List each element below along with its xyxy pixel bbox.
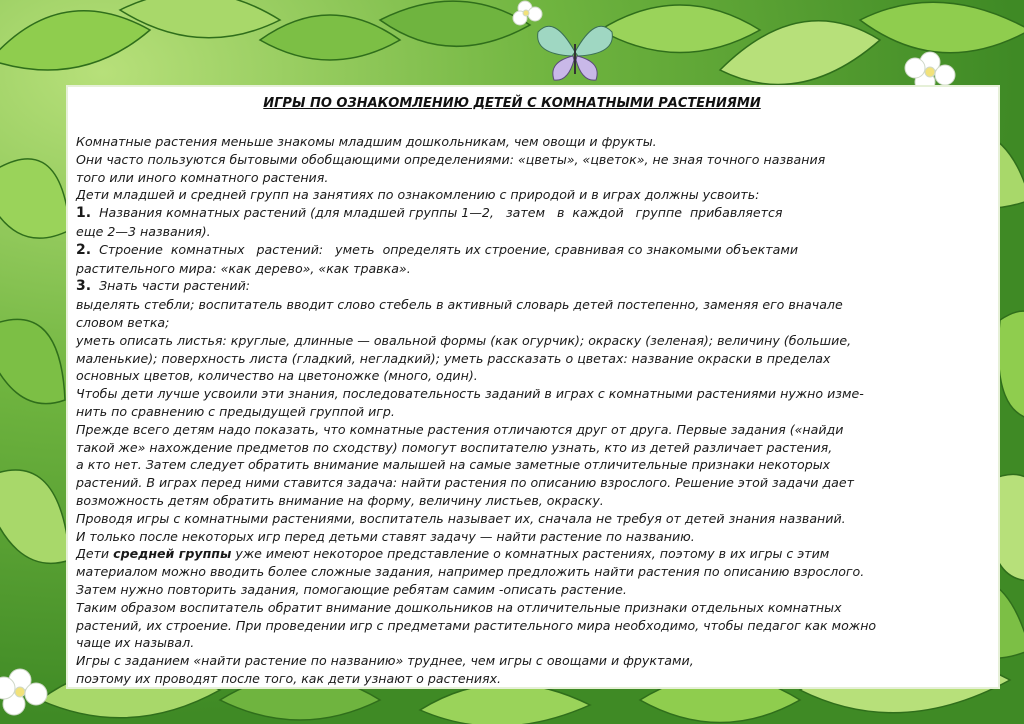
text-line: [76, 151, 981, 169]
line-text: того или иного комнатного растения.: [76, 169, 329, 185]
text-line: [76, 617, 981, 635]
line-text: нить по сравнению с предыдущей группой игр.: [76, 403, 395, 419]
line-text: основных цветов, количество на цветоножке (много, один).: [76, 368, 478, 384]
text-line: [76, 563, 981, 581]
line-text: Знать части растений:: [91, 278, 251, 294]
document-body: [76, 133, 981, 688]
line-text: уметь описать листья: круглые, длинные — овальной формы (как огурчик); окраску (зеленая); величину (большие,: [76, 332, 852, 348]
line-text: Затем нужно повторить задания, помогающие ребятам самим -описать растение.: [76, 581, 627, 597]
line-text: И только после некоторых игр перед детьми ставят задачу — найти растение по названию.: [76, 528, 695, 544]
text-line: [76, 510, 981, 528]
line-text: Названия комнатных растений (для младшей группы 1—2, затем в каждой группе прибавляется: [91, 205, 783, 221]
text-line: [76, 350, 981, 368]
line-text: возможность детям обратить внимание на форму, величину листьев, окраску.: [76, 492, 604, 508]
text-line: [76, 403, 981, 421]
text-line: [76, 545, 981, 563]
line-text: маленькие); поверхность листа (гладкий, негладкий); уметь рассказать о цветах: название окраски в пределах: [76, 350, 831, 366]
text-line: [76, 204, 981, 223]
line-text: растений, их строение. При проведении игр с предметами растительного мира необходимо, чтобы педагог как можно: [76, 617, 877, 633]
page-title: ИГРЫ ПО ОЗНАКОМЛЕНИЮ ДЕТЕЙ С КОМНАТНЫМИ РАСТЕНИЯМИ: [263, 96, 761, 111]
text-line: [76, 599, 981, 617]
line-text: растительного мира: «как дерево», «как травка».: [76, 260, 411, 276]
text-line: [76, 332, 981, 350]
line-text: а кто нет. Затем следует обратить внимание малышей на самые заметные отличительные признаки некоторых: [76, 457, 831, 473]
text-line: [76, 581, 981, 599]
text-line: [76, 314, 981, 332]
text-line: [76, 277, 981, 296]
text-line: [76, 296, 981, 314]
line-text: поэтому их проводят после того, как дети узнают о растениях.: [76, 670, 502, 686]
line-text: такой же» нахождение предметов по сходству) помогут воспитателю узнать, кто из детей различает растения,: [76, 439, 833, 455]
text-line: [76, 241, 981, 260]
text-line: [76, 186, 981, 204]
line-text: Проводя игры с комнатными растениями, воспитатель называет их, сначала не требуя от детей знания названий.: [76, 510, 846, 526]
line-prefix: Дети: [76, 546, 114, 562]
line-text: уже имеют некоторое представление о комнатных растениях, поэтому в их игры с этим: [231, 546, 830, 562]
line-text: Игры с заданием «найти растение по названию» труднее, чем игры с овощами и фруктами,: [76, 653, 694, 669]
text-line: [76, 367, 981, 385]
list-number: 1.: [76, 205, 92, 222]
text-line: [76, 652, 981, 670]
line-text: Они часто пользуются бытовыми обобщающими определениями: «цветы», «цветок», не зная точного названия: [76, 151, 826, 167]
line-text: Строение комнатных растений: уметь определять их строение, сравнивая со знакомыми объектами: [91, 241, 799, 257]
text-line: [76, 456, 981, 474]
line-text: словом ветка;: [76, 314, 170, 330]
text-line: [76, 385, 981, 403]
text-line: [76, 223, 981, 241]
text-line: [76, 528, 981, 546]
line-text: выделять стебли; воспитатель вводит слово стебель в активный словарь детей постепенно, заменяя его вначале: [76, 297, 843, 313]
list-number: 3.: [76, 278, 92, 295]
text-line: [76, 634, 981, 652]
text-line: [76, 670, 981, 688]
text-line: [76, 492, 981, 510]
line-text: Таким образом воспитатель обратит внимание дошкольников на отличительные признаки отдельных комнатных: [76, 599, 842, 615]
text-line: [76, 133, 981, 151]
line-text: Чтобы дети лучше усвоили эти знания, последовательность заданий в играх с комнатными растениями нужно изме-: [76, 386, 864, 402]
line-text: Дети младшей и средней групп на занятиях по ознакомлению с природой и в играх должны усвоить:: [76, 187, 760, 203]
text-line: [76, 421, 981, 439]
bold-phrase: средней группы: [113, 546, 232, 562]
line-text: материалом можно вводить более сложные задания, например предложить найти растения по описанию взрослого.: [76, 564, 865, 580]
line-text: Прежде всего детям надо показать, что комнатные растения отличаются друг от друга. Первые задания («найди: [76, 421, 844, 437]
text-line: [76, 260, 981, 278]
line-text: чаще их называл.: [76, 635, 195, 651]
list-number: 2.: [76, 241, 92, 258]
text-line: [76, 169, 981, 187]
text-line: [76, 439, 981, 457]
butterfly-icon: [534, 14, 616, 88]
line-text: еще 2—3 названия).: [76, 223, 211, 239]
text-line: [76, 474, 981, 492]
line-text: Комнатные растения меньше знакомы младшим дошкольникам, чем овощи и фрукты.: [76, 134, 657, 149]
line-text: растений. В играх перед ними ставится задача: найти растения по описанию взрослого. Решение этой задачи дает: [76, 475, 854, 491]
